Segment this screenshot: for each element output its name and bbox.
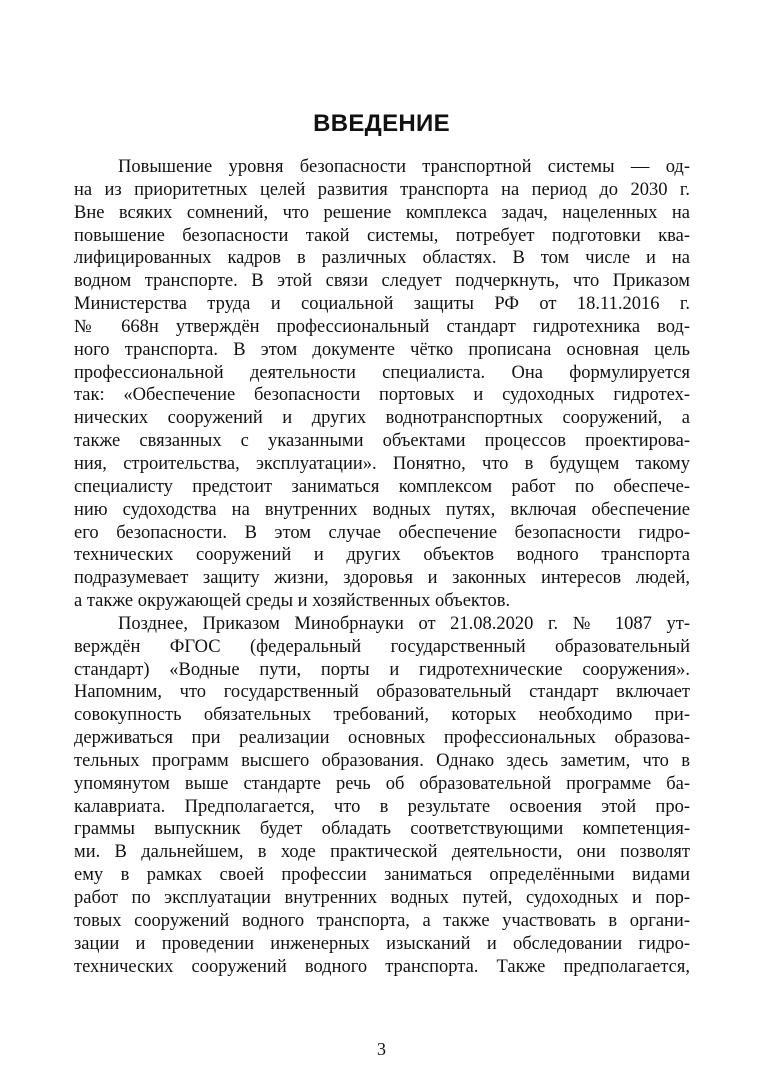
text-line: технических сооружений водного транспорта. Также предполагается, [74, 956, 690, 977]
text-line: технических сооружений и других объектов водного транспорта [74, 545, 690, 566]
text-line: тельных программ высшего образования. Однако здесь заметим, что в [74, 750, 690, 771]
text-line: совокупность обязательных требований, которых необходимо при- [74, 705, 690, 726]
page-title: ВВЕДЕНИЕ [313, 110, 450, 137]
text-line: профессиональной деятельности специалиста. Она формулируется [74, 362, 690, 383]
text-line: ми. В дальнейшем, в ходе практической деятельности, они позволят [74, 842, 690, 863]
text-line: Позднее, Приказом Минобрнауки от 21.08.2020 г. № 1087 ут- [118, 613, 690, 634]
text-line: № 668н утверждён профессиональный стандарт гидротехника вод- [74, 316, 690, 337]
text-line: водном транспорте. В этой связи следует подчеркнуть, что Приказом [74, 271, 690, 292]
text-line: Повышение уровня безопасности транспортной системы — од- [118, 157, 690, 177]
paragraph-2 [74, 613, 690, 979]
text-line: так: «Обеспечение безопасности портовых и судоходных гидротех- [74, 385, 690, 406]
text-line: зации и проведении инженерных изысканий и обследовании гидро- [74, 933, 690, 954]
text-line: его безопасности. В этом случае обеспечение безопасности гидро- [74, 522, 690, 543]
body-text [74, 156, 690, 978]
text-line: граммы выпускник будет обладать соответствующими компетенция- [74, 819, 690, 840]
text-line: держиваться при реализации основных профессиональных образова- [74, 728, 690, 749]
text-line: ему в рамках своей профессии заниматься определёнными видами [74, 865, 690, 886]
text-line: специалисту предстоит заниматься комплексом работ по обеспече- [74, 476, 690, 497]
text-line: работ по эксплуатации внутренних водных путей, судоходных и пор- [74, 888, 690, 908]
text-line: стандарт) «Водные пути, порты и гидротехнические сооружения». [74, 659, 690, 680]
text-line: подразумевает защиту жизни, здоровья и законных интересов людей, [74, 568, 690, 589]
text-line: а также окружающей среды и хозяйственных объектов. [74, 591, 511, 612]
text-line: Напомним, что государственный образовательный стандарт включает [74, 682, 690, 703]
text-line: нических сооружений и других воднотранспортных сооружений, а [74, 408, 690, 429]
text-line: на из приоритетных целей развития транспорта на период до 2030 г. [74, 179, 690, 200]
text-line: нию судоходства на внутренних водных путях, включая обеспечение [74, 499, 690, 520]
text-line: ного транспорта. В этом документе чётко прописана основная цель [74, 339, 690, 360]
text-line: также связанных с указанными объектами процессов проектирова- [74, 431, 690, 452]
text-line: Вне всяких сомнений, что решение комплекса задач, нацеленных на [74, 202, 690, 223]
page-number: 3 [377, 1039, 386, 1059]
text-line: ния, строительства, эксплуатации». Понятно, что в будущем такому [74, 453, 690, 474]
text-line: Министерства труда и социальной защиты РФ от 18.11.2016 г. [74, 294, 690, 315]
text-line: верждён ФГОС (федеральный государственный образовательный [74, 636, 690, 657]
text-line: упомянутом выше стандарте речь об образовательной программе ба- [74, 773, 690, 794]
text-line: повышение безопасности такой системы, потребует подготовки ква- [74, 225, 690, 246]
text-line: лифицированных кадров в различных областях. В том числе и на [74, 248, 690, 269]
text-line: товых сооружений водного транспорта, а также участвовать в органи- [74, 910, 690, 931]
paragraph-1 [74, 156, 690, 613]
text-line: калавриата. Предполагается, что в результате освоения этой про- [74, 796, 690, 817]
